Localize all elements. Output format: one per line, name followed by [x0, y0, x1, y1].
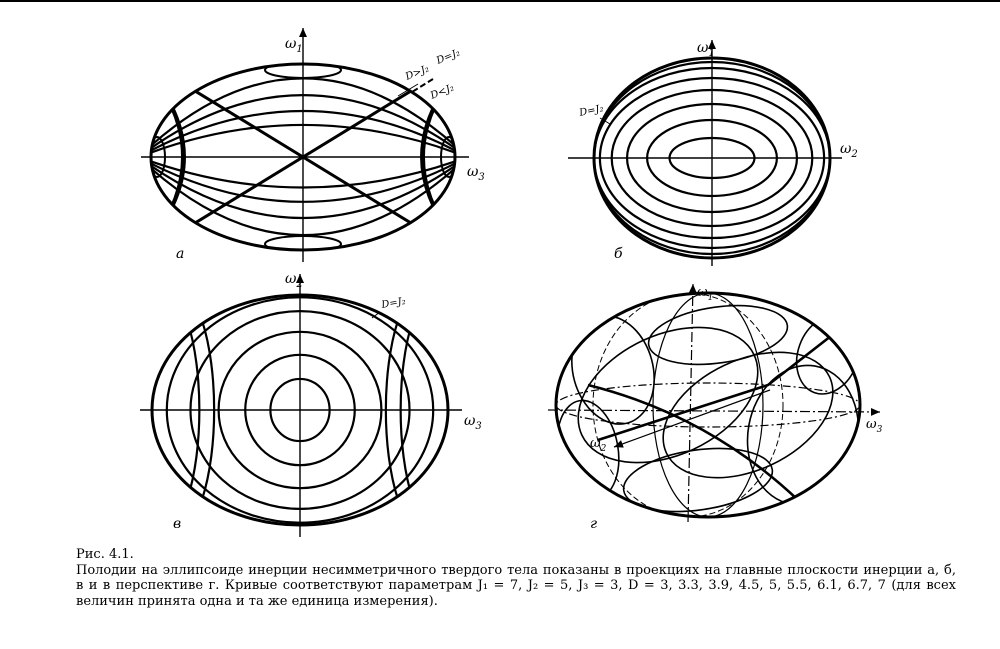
axis-label-g-3: $\omega_3$ — [866, 417, 883, 435]
label-b-D-equal: D=J₂ — [578, 103, 605, 119]
axis-label-b-horizontal: $\omega_2$ — [840, 141, 858, 160]
polhode-g-3 — [550, 396, 626, 505]
panel-a — [141, 28, 469, 262]
axis-g-1 — [688, 284, 693, 522]
polhode-g-5 — [620, 440, 777, 520]
figure-caption — [76, 547, 956, 609]
polhode-g-4 — [645, 298, 791, 373]
label-v-D-equal: D=J₂ — [380, 295, 407, 311]
panel-letter-v: в — [173, 516, 182, 532]
axis-label-a-horizontal: $\omega_3$ — [467, 164, 485, 183]
axis-label-v-vertical: $\omega_2$ — [285, 271, 303, 290]
axis-label-b-vertical: $\omega_1$ — [697, 40, 715, 59]
panel-g — [548, 284, 880, 522]
panel-letter-g: г — [590, 516, 598, 532]
panel-letter-b: б — [614, 246, 623, 262]
panel-letter-a: а — [176, 246, 185, 262]
panel-b — [568, 40, 842, 266]
axis-label-a-vertical: $\omega_1$ — [285, 36, 303, 55]
g-separatrix-2 — [588, 385, 798, 500]
axis-label-g-1: $\omega_1$ — [697, 285, 714, 303]
caption-title: Рис. 4.1. — [76, 547, 134, 562]
panel-v — [116, 274, 483, 537]
caption-text: Полодии на эллипсоиде инерции несимметричного твердого тела показаны в проекциях на главные плоскости инерции а, б, в и в перспективе г. Кривые соответствуют параметрам J₁ = 7, J₂ = 5, J₃ = 3, D = 3, 3.3, 3.9, 4.5, 5, 5.5, 6.1, 6.7, 7 (для всех величин принята одна и та же единица измерения). — [76, 562, 956, 609]
g-separatrix-1 — [598, 315, 858, 440]
polhode-g-0 — [560, 307, 666, 434]
label-a-D-less: D<J₂ — [429, 82, 456, 102]
label-a-D-equal: D=J₂ — [435, 47, 462, 67]
axis-label-g-2: $\omega_2$ — [590, 436, 607, 454]
label-a-D-greater: D>J₂ — [404, 63, 431, 83]
axis-label-v-horizontal: $\omega_3$ — [464, 413, 482, 432]
